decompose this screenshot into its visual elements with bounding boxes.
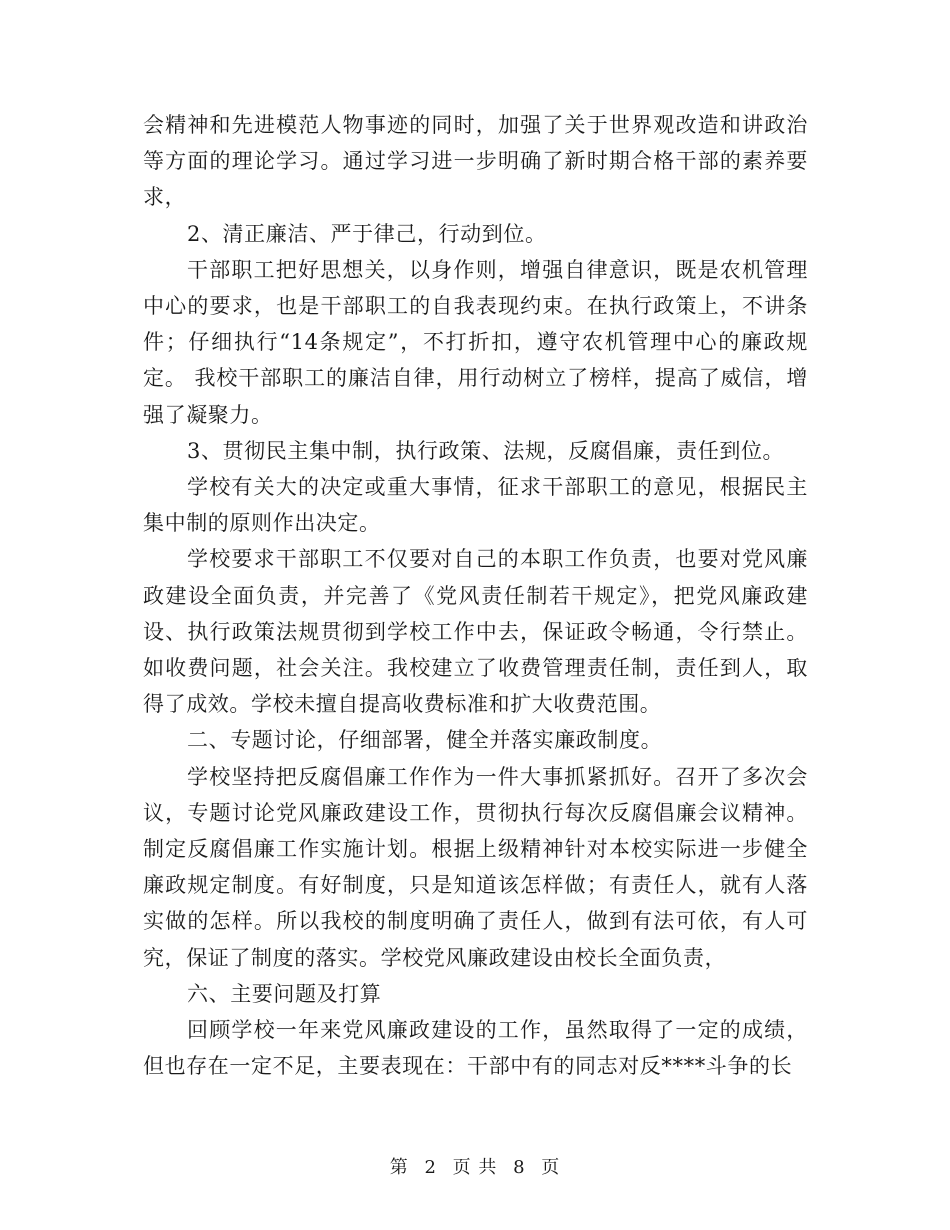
paragraph: 2、清正廉洁、严于律己，行动到位。: [187, 221, 547, 246]
paragraph: 学校有关大的决定或重大事情，征求干部职工的意见，根据民主集中制的原则作出决定。: [143, 475, 808, 536]
document-body: [143, 107, 808, 1084]
paragraph: 干部职工把好思想关，以身作则，增强自律意识，既是农机管理中心的要求，也是干部职工的自我表现约束。在执行政策上，不讲条件；仔细执行“14条规定”，不打折扣，遵守农机管理中心的廉政规定。 我校干部职工的廉洁自律，用行动树立了榜样，提高了威信，增强了凝聚力。: [143, 257, 808, 427]
paragraph: 二、专题讨论，仔细部署，健全并落实廉政制度。: [187, 728, 663, 753]
paragraph: 学校要求干部职工不仅要对自己的本职工作负责，也要对党风廉政建设全面负责，并完善了《党风责任制若干规定》，把党风廉政建设、执行政策法规贯彻到学校工作中去，保证政令畅通，令行禁止。如收费问题，社会关注。我校建立了收费管理责任制，责任到人，取得了成效。学校未擅自提高收费标准和扩大收费范围。: [143, 547, 808, 717]
footer-page-number: 2: [424, 1157, 437, 1178]
paragraph: 3、贯彻民主集中制，执行政策、法规，反腐倡廉，责任到位。: [187, 438, 785, 463]
paragraph: 回顾学校一年来党风廉政建设的工作，虽然取得了一定的成绩，但也存在一定不足，主要表现在：干部中有的同志对反****斗争的长: [143, 1018, 808, 1079]
paragraph: 会精神和先进模范人物事迹的同时，加强了关于世界观改造和讲政治等方面的理论学习。通过学习进一步明确了新时期合格干部的素养要求，: [143, 113, 808, 210]
footer-total-pages: 8: [513, 1157, 526, 1178]
paragraph: 学校坚持把反腐倡廉工作作为一件大事抓紧抓好。召开了多次会议，专题讨论党风廉政建设工作，贯彻执行每次反腐倡廉会议精神。制定反腐倡廉工作实施计划。根据上级精神针对本校实际进一步健全廉政规定制度。有好制度，只是知道该怎样做；有责任人，就有人落实做的怎样。所以我校的制度明确了责任人，做到有法可依，有人可究，保证了制度的落实。学校党风廉政建设由校长全面负责，: [143, 764, 808, 970]
footer-prefix: 第: [389, 1157, 409, 1178]
paragraph: 六、主要问题及打算: [187, 981, 382, 1006]
page-footer: [0, 1153, 950, 1179]
footer-suffix: 页: [541, 1157, 561, 1178]
footer-middle: 页 共: [452, 1157, 498, 1178]
